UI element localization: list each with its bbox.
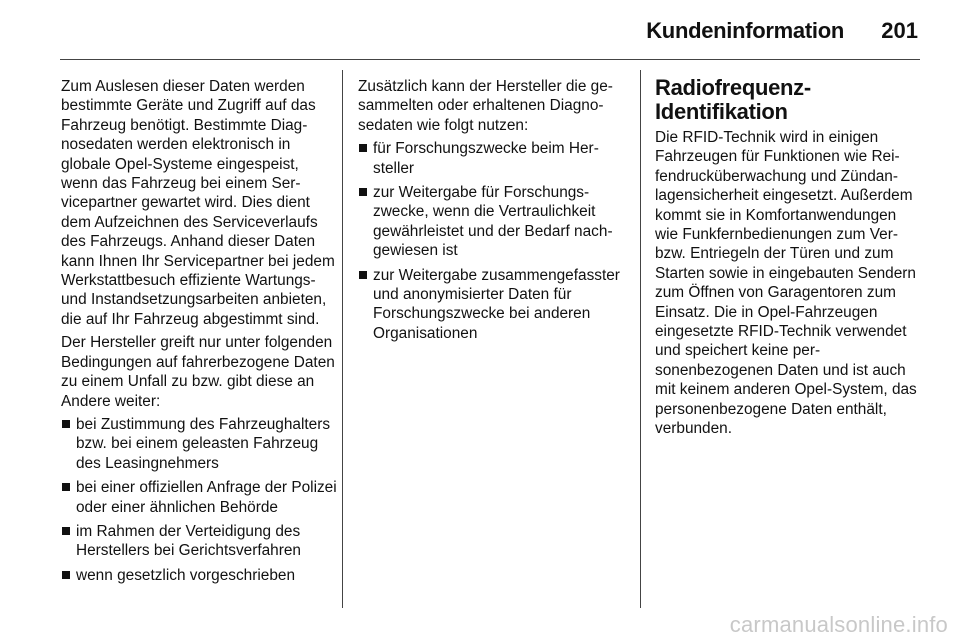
square-bullet-icon [62, 571, 70, 579]
square-bullet-icon [359, 144, 367, 152]
list-item [358, 183, 634, 261]
watermark: carmanualsonline.info [729, 612, 948, 637]
column-2 [358, 77, 634, 348]
paragraph: Zusätzlich kann der Hersteller die gesammelten oder erhaltenen Diagnosedaten wie folgt nutzen: [358, 78, 613, 134]
bullet-list [358, 139, 634, 343]
page-header [0, 0, 960, 62]
column-divider-1 [342, 70, 343, 608]
column-3 [655, 77, 921, 443]
section-title: Kundeninformation [646, 18, 844, 43]
list-item [61, 415, 337, 473]
list-item-text: bei Zustimmung des Fahrzeughalters bzw. bei einem geleasten Fahrzeug des Leasingnehmers [76, 415, 331, 472]
paragraph: Zum Auslesen dieser Daten werden bestimmte Geräte und Zugriff auf das Fahrzeug benötigt. Bestimmte Diagnosedaten werden elektronisch in globale Opel-Systeme eingespeist, wenn das Fahrzeug bei einem Servicepartner gewartet wird. Dies dient dem Aufzeichnen des Serviceverlaufs des Fahrzeugs. Anhand dieser Daten kann Ihnen Ihr Servicepartner bei jedem Werkstattbesuch effiziente Wartungs- und Instandsetzungsarbeiten anbieten, die auf Ihr Fahrzeug abgestimmt sind. [61, 78, 335, 328]
paragraph: Die RFID-Technik wird in einigen Fahrzeugen für Funktionen wie Reifendrucküberwachung und Zündanlagensicherheit eingesetzt. Außerdem kommt sie in Komfortanwendungen wie Funkfernbedienungen zum Ver- bzw. Entriegeln der Türen und zum Starten sowie in eingebauten Sendern zum Öffnen von Garagentoren zum Einsatz. Die in Opel-Fahrzeugen eingesetzte RFID-Technik verwendet und speichert keine personenbezogenen Daten und ist auch mit keinem anderen Opel-System, das personenbezogene Daten enthält, verbunden. [655, 129, 917, 438]
column-divider-2 [640, 70, 641, 608]
list-item-text: zur Weitergabe zusammengefasster und anonymisierter Daten für Forschungszwecke bei anderen Organisationen [373, 266, 620, 342]
column-1 [61, 77, 337, 590]
page-number: 201 [881, 18, 918, 43]
list-item-text: wenn gesetzlich vorgeschrieben [76, 566, 296, 584]
bullet-list [61, 415, 337, 585]
list-item [61, 478, 337, 517]
paragraph: Der Hersteller greift nur unter folgenden Bedingungen auf fahrerbezogene Daten zu einem Unfall zu bzw. gibt diese an Andere weiter: [61, 334, 335, 410]
list-item-text: zur Weitergabe für Forschungszwecke, wenn die Vertraulichkeit gewährleistet und der Bedarf nachgewiesen ist [373, 184, 613, 260]
square-bullet-icon [62, 483, 70, 491]
square-bullet-icon [359, 188, 367, 196]
list-item [358, 266, 634, 344]
list-item-text: im Rahmen der Verteidigung des Herstellers bei Gerichtsverfahren [76, 522, 301, 560]
section-heading: Radiofrequenz-Identifikation [655, 75, 811, 124]
list-item-text: bei einer offiziellen Anfrage der Polizei oder einer ähnlichen Behörde [76, 479, 337, 516]
list-item [61, 566, 337, 585]
square-bullet-icon [62, 420, 70, 428]
square-bullet-icon [62, 527, 70, 535]
list-item [358, 139, 634, 178]
square-bullet-icon [359, 271, 367, 279]
list-item [61, 522, 337, 561]
header-divider [60, 59, 920, 60]
list-item-text: für Forschungszwecke beim Hersteller [373, 140, 599, 177]
